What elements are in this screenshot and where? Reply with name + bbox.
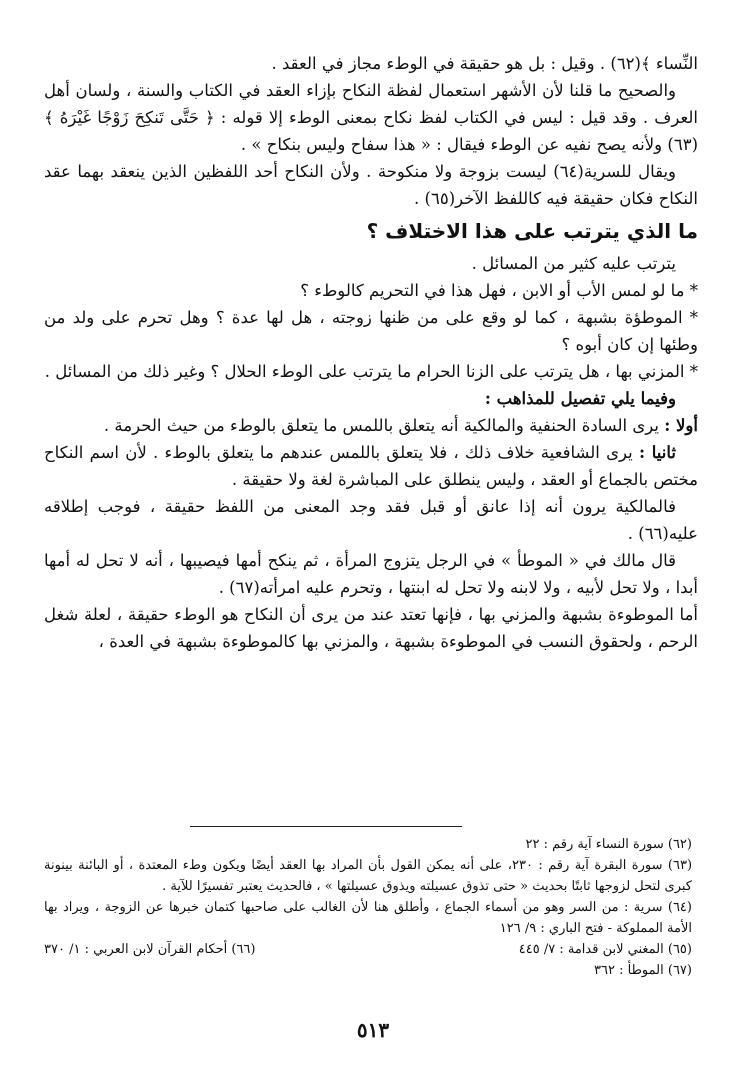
point-second-label: ثانيا : [638, 443, 677, 462]
point-first [44, 412, 698, 439]
bullet-item-1: * ما لو لمس الأب أو الابن ، فهل هذا في التحريم كالوطء ؟ [300, 281, 698, 300]
footnote-separator [190, 826, 462, 827]
point-first-label: أولا : [664, 416, 698, 435]
bullet-item-2: * الموطؤة بشبهة ، كما لو وقع على من ظنها زوجته ، هل لها عدة ؟ وهل تحرم على ولد من وطئها إن كان أبوه ؟ [44, 308, 698, 354]
footnote-62: (٦٢) سورة النساء آية رقم : ٢٢ [525, 837, 692, 852]
paragraph-1: النِّساء ﴾(٦٢) . وقيل : بل هو حقيقة في الوطء مجاز في العقد . [271, 54, 698, 73]
subheading: وفيما يلي تفصيل للمذاهب : [484, 389, 676, 408]
footnotes [44, 834, 692, 981]
page-number: ٥١٣ [356, 1018, 390, 1042]
paragraph-5: فالمالكية يرون أنه إذا عانق أو قبل فقد وجد المعنى من اللفظ حقيقة ، فوجب إطلاقه عليه(٦٦) . [44, 497, 698, 543]
footnote-66: (٦٦) أحكام القرآن لابن العربي : ١/ ٣٧٠ [44, 942, 256, 957]
footnote-65: (٦٥) المغني لابن قدامة : ٧/ ٤٤٥ [518, 942, 692, 957]
footnote-63: (٦٣) سورة البقرة آية رقم : ٢٣٠، على أنه يمكن القول بأن المراد بها العقد أيضًا ويكون وطء المعتدة ، أو البائنة بينونة كبرى لتحل لزوجها ثابتًا بحديث « حتى تذوق عسيلته ويذوق عسيلتها » ، فالحديث يعتبر تفسيرًا للآية . [44, 858, 693, 894]
footnote-row [44, 939, 692, 960]
section-heading: ما الذي يترتب على هذا الاختلاف ؟ [366, 219, 698, 243]
footnote-67: (٦٧) الموطأ : ٣٦٢ [594, 963, 692, 978]
main-text [44, 50, 698, 655]
footnote-64: (٦٤) سرية : من السر وهو من أسماء الجماع ، وأطلق هنا لأن الغالب على صاحبها كتمان خبرها عن الزوجة ، ويراد بها الأمة المملوكة - فتح الباري : ٩/ ١٢٦ [44, 900, 692, 936]
paragraph-2: والصحيح ما قلنا لأن الأشهر استعمال لفظة النكاح بإزاء العقد في الكتاب والسنة ، ولسان أهل العرف . وقد قيل : ليس في الكتاب لفظ نكاح بمعنى الوطء إلا قوله : ﴿ حَتَّى تَنكِحَ زَوْجًا غَيْرَهُ ﴾(٦٣) ولأنه يصح نفيه عن الوطء فيقال : « هذا سفاح وليس بنكاح » . [44, 81, 698, 154]
paragraph-7: أما الموطوءة بشبهة والمزني بها ، فإنها تعتد عند من يرى أن النكاح هو الوطء حقيقة ، لعلة شغل الرحم ، ولحقوق النسب في الموطوءة بشبهة ، والمزني بها كالموطوءة بشبهة في العدة ، [44, 605, 698, 651]
point-second [44, 439, 698, 493]
bullet-item-3: * المزني بها ، هل يترتب على الزنا الحرام ما يترتب على الوطء الحلال ؟ وغير ذلك من المسائل . [44, 362, 698, 381]
point-second-text: يرى الشافعية خلاف ذلك ، فلا يتعلق باللمس عندهم ما يتعلق بالوطء . لأن اسم النكاح مختص بالجماع أو العقد ، وليس ينطلق على المباشرة لغة ولا حقيقة . [44, 443, 698, 489]
paragraph-6: قال مالك في « الموطأ » في الرجل يتزوج المرأة ، ثم ينكح أمها فيصيبها ، أنه لا تحل له أمها أبدا ، ولا تحل لأبيه ، ولا لابنه ولا تحل له ابنتها ، وتحرم عليه امرأته(٦٧) . [44, 551, 698, 597]
point-first-text: يرى السادة الحنفية والمالكية أنه يتعلق باللمس ما يتعلق بالوطء من حيث الحرمة . [103, 416, 659, 435]
paragraph-4: يترتب عليه كثير من المسائل . [471, 254, 676, 273]
paragraph-3: ويقال للسرية(٦٤) ليست بزوجة ولا منكوحة . ولأن النكاح أحد اللفظين الذين ينعقد بهما عقد النكاح فكان حقيقة فيه كاللفظ الآخر(٦٥) . [44, 162, 698, 208]
